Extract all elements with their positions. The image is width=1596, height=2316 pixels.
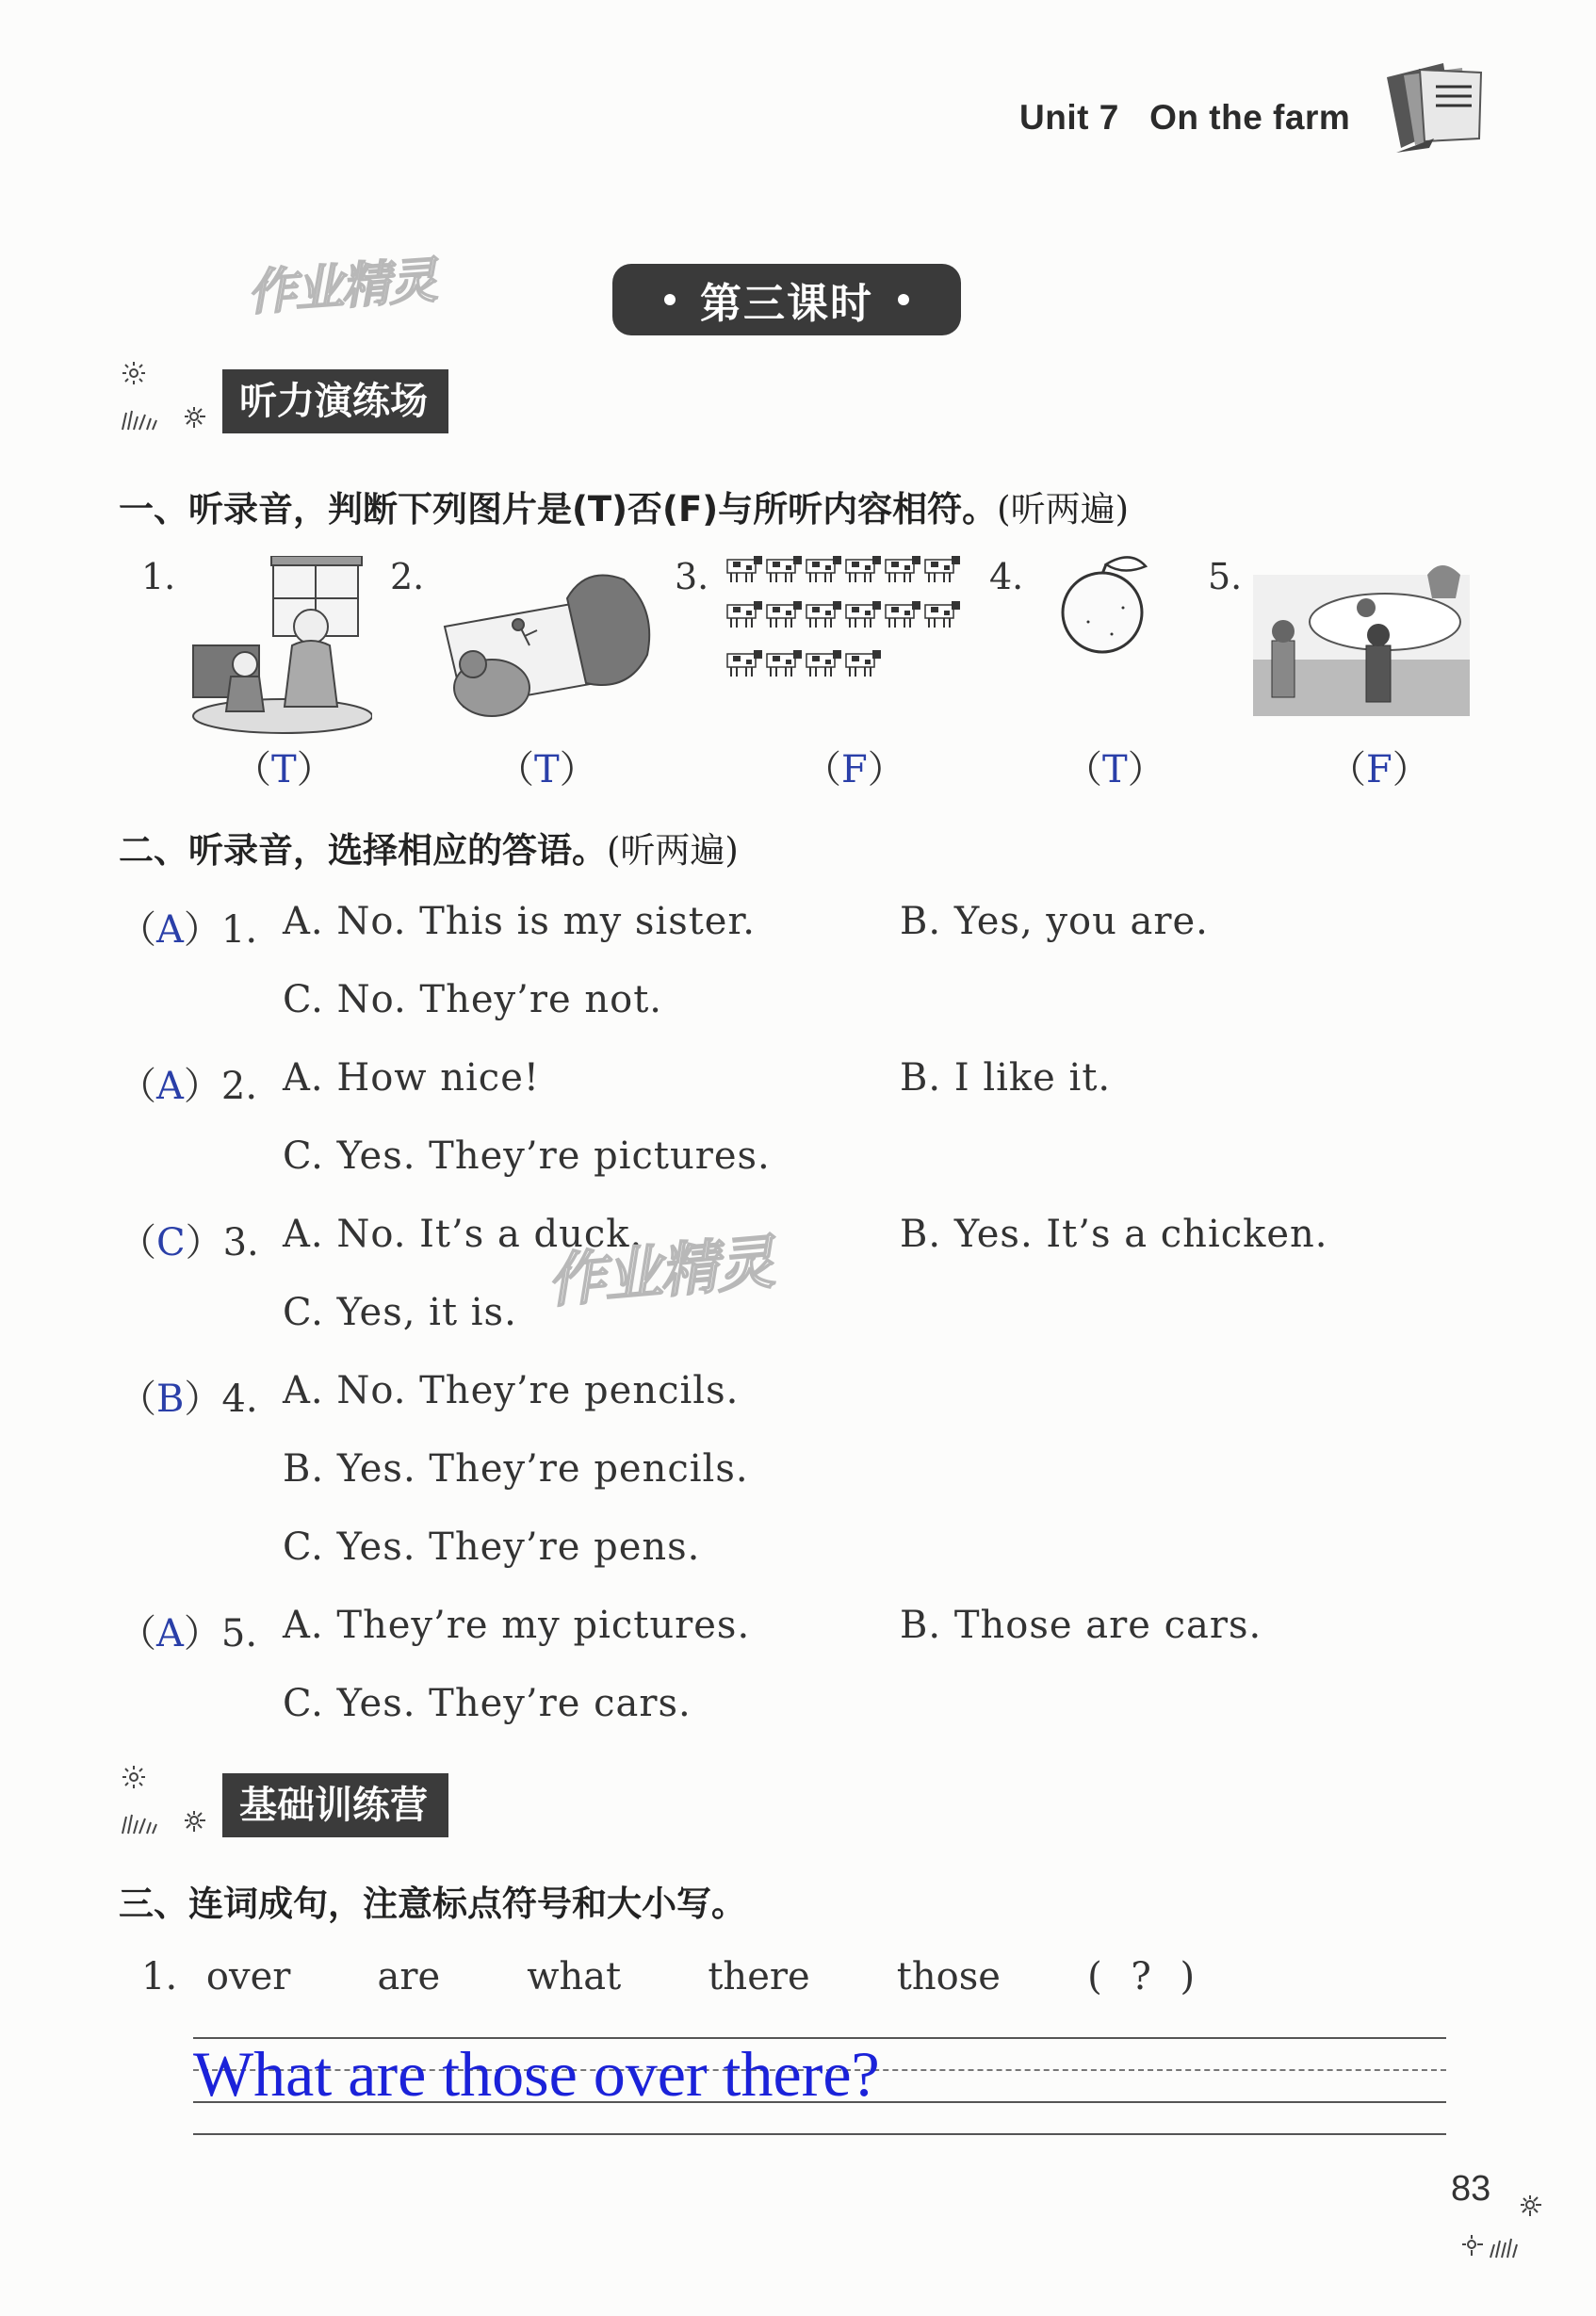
question-answer: （B）4. xyxy=(119,1378,258,1421)
picture-number: 5. xyxy=(1208,556,1243,597)
paren-open: （ xyxy=(804,748,841,791)
paren-close: ） xyxy=(559,748,597,791)
question-number: 3. xyxy=(222,1221,259,1264)
option-a: A. No. They’re pencils. xyxy=(283,1369,740,1412)
family-room-picture xyxy=(188,556,372,735)
part1-heading xyxy=(119,481,1129,531)
option-a: A. They’re my pictures. xyxy=(283,1604,751,1647)
paren-close: ） xyxy=(296,748,334,791)
option-c: C. Yes. They’re pictures. xyxy=(283,1134,771,1178)
picture-number: 3. xyxy=(675,556,709,597)
paren-open: （ xyxy=(497,748,534,791)
picture-number: 4. xyxy=(989,556,1024,597)
answer-letter: A xyxy=(156,908,184,952)
paren-close: ） xyxy=(1392,748,1430,791)
picture-number: 2. xyxy=(390,556,425,597)
answer-letter: B xyxy=(156,1378,185,1421)
answer-box xyxy=(1328,740,1430,793)
banner-label: 基础训练营 xyxy=(222,1773,448,1837)
paren-close: ） xyxy=(867,748,905,791)
bullet-dot xyxy=(898,294,909,305)
question-answer: （A）2. xyxy=(119,1065,258,1108)
question-number: 2. xyxy=(220,1065,258,1108)
option-c: C. No. They’re not. xyxy=(283,978,662,1021)
answer-letter: T xyxy=(1102,748,1128,791)
question-answer: （A）1. xyxy=(119,908,258,952)
option-b: B. Yes, you are. xyxy=(900,900,1209,943)
answer-box xyxy=(804,740,905,793)
option-b: B. I like it. xyxy=(900,1056,1112,1100)
watermark: 作业精灵 xyxy=(245,253,438,322)
page-number: 83 xyxy=(1451,2169,1491,2209)
option-c: C. Yes. They’re pens. xyxy=(283,1525,701,1569)
question-number: 5. xyxy=(220,1612,258,1655)
scrambled-words: over are what there those ( ? ) xyxy=(205,1955,1196,1998)
answer-letter: C xyxy=(156,1221,186,1264)
farm-pond-picture xyxy=(1253,556,1470,716)
flower-grass-icon xyxy=(119,358,222,433)
answer-letter: T xyxy=(534,748,560,791)
option-a: A. No. It’s a duck. xyxy=(283,1213,643,1256)
lesson-title xyxy=(612,264,961,335)
banner-label: 听力演练场 xyxy=(222,369,448,433)
option-c: C. Yes, it is. xyxy=(283,1291,517,1334)
heading-text: 一、听录音，判断下列图片是(T)否(F)与所听内容相符。 xyxy=(119,489,998,530)
item-number: 1. xyxy=(141,1955,178,1998)
cows-picture xyxy=(725,554,966,700)
paren-open: （ xyxy=(1065,748,1102,791)
handwritten-answer: What are those over there? xyxy=(193,2038,880,2110)
watermark: 作业精灵 xyxy=(544,1227,776,1316)
book-pages-icon xyxy=(1377,58,1490,171)
paren-open: （ xyxy=(234,748,271,791)
option-b: B. Yes. They’re pencils. xyxy=(283,1447,749,1491)
paren-close: ） xyxy=(1127,748,1165,791)
section-banner-basic xyxy=(119,1771,448,1837)
question-answer: （A）5. xyxy=(119,1612,258,1655)
heading-text: 二、听录音，选择相应的答语。 xyxy=(119,830,607,871)
heading-note: (听两遍) xyxy=(607,830,739,871)
cat-and-mouse-picture-picture xyxy=(435,561,657,726)
writing-line-bottom xyxy=(193,2133,1446,2135)
answer-letter: F xyxy=(1366,748,1392,791)
paren-open: （ xyxy=(1328,748,1366,791)
answer-box xyxy=(497,740,597,793)
option-b: B. Those are cars. xyxy=(900,1604,1262,1647)
section-banner-listening xyxy=(119,367,448,433)
option-b: B. Yes. It’s a chicken. xyxy=(900,1213,1328,1256)
answer-letter: A xyxy=(156,1612,184,1655)
option-a: A. No. This is my sister. xyxy=(283,900,756,943)
answer-box xyxy=(234,740,334,793)
flower-grass-icon xyxy=(119,1762,222,1837)
answer-letter: A xyxy=(156,1065,184,1108)
option-c: C. Yes. They’re cars. xyxy=(283,1682,692,1725)
question-number: 4. xyxy=(221,1378,258,1421)
answer-letter: T xyxy=(271,748,297,791)
orange-picture xyxy=(1055,551,1159,660)
flower-grass-icon xyxy=(1458,2186,1553,2261)
unit-title: Unit 7 On the farm xyxy=(1019,98,1351,137)
bullet-dot xyxy=(664,294,676,305)
picture-number: 1. xyxy=(141,556,176,597)
answer-letter: F xyxy=(841,748,868,791)
answer-box xyxy=(1065,740,1165,793)
word-list xyxy=(141,1955,1195,1998)
option-a: A. How nice! xyxy=(283,1056,540,1100)
question-answer: （C）3. xyxy=(119,1221,259,1264)
part2-heading xyxy=(119,822,739,873)
part3-heading: 三、连词成句，注意标点符号和大小写。 xyxy=(119,1884,746,1924)
heading-note: (听两遍) xyxy=(997,489,1130,530)
question-number: 1. xyxy=(220,908,258,952)
lesson-title-text: 第三课时 xyxy=(700,280,873,328)
